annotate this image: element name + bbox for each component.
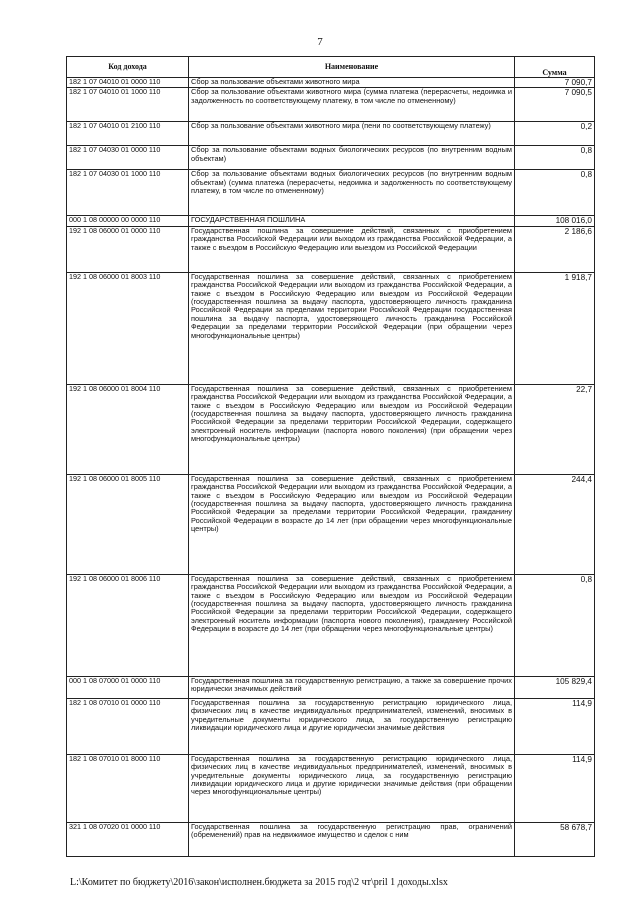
header-code: Код дохода (67, 57, 189, 78)
revenue-sum: 22,7 (515, 384, 595, 474)
revenue-sum: 0,8 (515, 146, 595, 170)
revenue-sum: 114,9 (515, 754, 595, 822)
revenue-code: 192 1 08 06000 01 8003 110 (67, 272, 189, 384)
revenue-code: 192 1 08 06000 01 8005 110 (67, 474, 189, 574)
revenue-name: Государственная пошлина за совершение действий, связанных с приобретением гражданства Российской Федерации или выходом из гражданства Российской Федерации, а также с въездом в Российскую Федерацию или выездом из Российской Федерации (государственная пошлина за выдачу паспорта, удостоверяющего личность гражданина Российской Федерации за пределами территории Российской Федерации, содержащего электронный носитель информации (паспорта нового поколения) (при обращении через многофункциональные центры) (189, 384, 515, 474)
revenue-name: Государственная пошлина за совершение действий, связанных с приобретением гражданства Российской Федерации или выходом из гражданства Российской Федерации, а также с въездом в Российскую Федерацию или выездом из Российской Федерации (государственная пошлина за выдачу паспорта, удостоверяющего личность гражданина Российской Федерации за пределами территории Российской Федерации, гражданину Российской Федерации в возрасте до 14 лет (при обращении через многофункциональные центры) (189, 474, 515, 574)
revenue-code: 182 1 07 04030 01 0000 110 (67, 146, 189, 170)
table-row (67, 698, 595, 754)
revenue-name: Сбор за пользование объектами животного мира (сумма платежа (перерасчеты, недоимка и задолженность по соответствующему платежу, в том числе по отмененному) (189, 88, 515, 122)
revenue-name: Государственная пошлина за совершение действий, связанных с приобретением гражданства Российской Федерации или выходом из гражданства Российской Федерации, а также с въездом в Российскую Федерацию или выездом из Российской Федерации (189, 226, 515, 272)
revenue-sum: 1 918,7 (515, 272, 595, 384)
table-row (67, 574, 595, 676)
revenue-sum: 0,2 (515, 122, 595, 146)
revenue-name: Государственная пошлина за государственную регистрацию юридического лица, физических лиц в качестве индивидуальных предпринимателей, изменений, вносимых в учредительные документы юридического лица, за государственную регистрацию ликвидации юридического лица и другие юридически значимые действия (189, 698, 515, 754)
revenue-code: 000 1 08 00000 00 0000 110 (67, 216, 189, 226)
revenue-name: Государственная пошлина за государственную регистрацию, а также за совершение прочих юридически значимых действий (189, 676, 515, 698)
revenue-sum: 244,4 (515, 474, 595, 574)
table-row (67, 146, 595, 170)
revenue-code: 192 1 08 06000 01 8004 110 (67, 384, 189, 474)
revenue-table (66, 56, 595, 857)
revenue-name: ГОСУДАРСТВЕННАЯ ПОШЛИНА (189, 216, 515, 226)
page-number: 7 (317, 36, 323, 48)
revenue-name: Сбор за пользование объектами животного мира (пени по соответствующему платежу) (189, 122, 515, 146)
header-sum: Сумма (515, 57, 595, 78)
revenue-name: Государственная пошлина за совершение действий, связанных с приобретением гражданства Российской Федерации или выходом из гражданства Российской Федерации, а также с въездом в Российскую Федерацию или выездом из Российской Федерации (государственная пошлина за выдачу паспорта, удостоверяющего личность гражданина Российской Федерации за пределами территории Российской Федерации государственная пошлина за выдачу паспорта, удостоверяющего личность гражданина Российской Федерации за пределами территории Российской Федерации (при обращении через многофункциональные центры) (189, 272, 515, 384)
table-row (67, 754, 595, 822)
revenue-code: 182 1 07 04010 01 0000 110 (67, 78, 189, 88)
revenue-name: Государственная пошлина за государственную регистрацию юридического лица, физических лиц в качестве индивидуальных предпринимателей, изменений, вносимых в учредительные документы юридического лица, за государственную регистрацию ликвидации юридического лица и другие юридически значимые действия (при обращении через многофункциональные центры) (189, 754, 515, 822)
table-row (67, 170, 595, 216)
table-row (67, 676, 595, 698)
revenue-sum: 0,8 (515, 170, 595, 216)
table-row (67, 122, 595, 146)
revenue-code: 000 1 08 07000 01 0000 110 (67, 676, 189, 698)
revenue-sum: 0,8 (515, 574, 595, 676)
revenue-code: 182 1 07 04030 01 1000 110 (67, 170, 189, 216)
revenue-code: 182 1 08 07010 01 0000 110 (67, 698, 189, 754)
revenue-name: Сбор за пользование объектами водных биологических ресурсов (по внутренним водным объектам) (сумма платежа (перерасчеты, недоимка и задолженность по соответствующему платежу, в том числе по отмененному) (189, 170, 515, 216)
file-path-footer: L:\Комитет по бюджету\2016\закон\исполнен.бюджета за 2015 год\2 чт\pril 1 доходы.xlsx (70, 877, 448, 888)
revenue-code: 182 1 07 04010 01 2100 110 (67, 122, 189, 146)
revenue-code: 321 1 08 07020 01 0000 110 (67, 822, 189, 856)
revenue-name: Государственная пошлина за государственную регистрацию прав, ограничений (обременений) прав на недвижимое имущество и сделок с ним (189, 822, 515, 856)
table-header-row (67, 57, 595, 78)
header-name: Наименование (189, 57, 515, 78)
table-row (67, 226, 595, 272)
revenue-name: Государственная пошлина за совершение действий, связанных с приобретением гражданства Российской Федерации или выходом из гражданства Российской Федерации, а также с въездом в Российскую Федерацию или выездом из Российской Федерации (государственная пошлина за выдачу паспорта, удостоверяющего личность гражданина Российской Федерации за пределами территории Российской Федерации, содержащего электронный носитель информации (паспорта нового поколения), гражданину Российской Федерации в возрасте до 14 лет (при обращении через многофункциональные центры) (189, 574, 515, 676)
revenue-sum: 114,9 (515, 698, 595, 754)
table-row (67, 272, 595, 384)
revenue-code: 182 1 07 04010 01 1000 110 (67, 88, 189, 122)
revenue-name: Сбор за пользование объектами водных биологических ресурсов (по внутренним водным объектам) (189, 146, 515, 170)
table-row (67, 216, 595, 226)
table-row (67, 822, 595, 856)
revenue-sum: 2 186,6 (515, 226, 595, 272)
revenue-sum: 7 090,5 (515, 88, 595, 122)
table-row (67, 88, 595, 122)
table-row (67, 78, 595, 88)
revenue-sum: 108 016,0 (515, 216, 595, 226)
revenue-code: 182 1 08 07010 01 8000 110 (67, 754, 189, 822)
revenue-code: 192 1 08 06000 01 8006 110 (67, 574, 189, 676)
table-row (67, 384, 595, 474)
revenue-sum: 105 829,4 (515, 676, 595, 698)
revenue-code: 192 1 08 06000 01 0000 110 (67, 226, 189, 272)
revenue-name: Сбор за пользование объектами животного мира (189, 78, 515, 88)
table-row (67, 474, 595, 574)
revenue-sum: 7 090,7 (515, 78, 595, 88)
revenue-sum: 58 678,7 (515, 822, 595, 856)
